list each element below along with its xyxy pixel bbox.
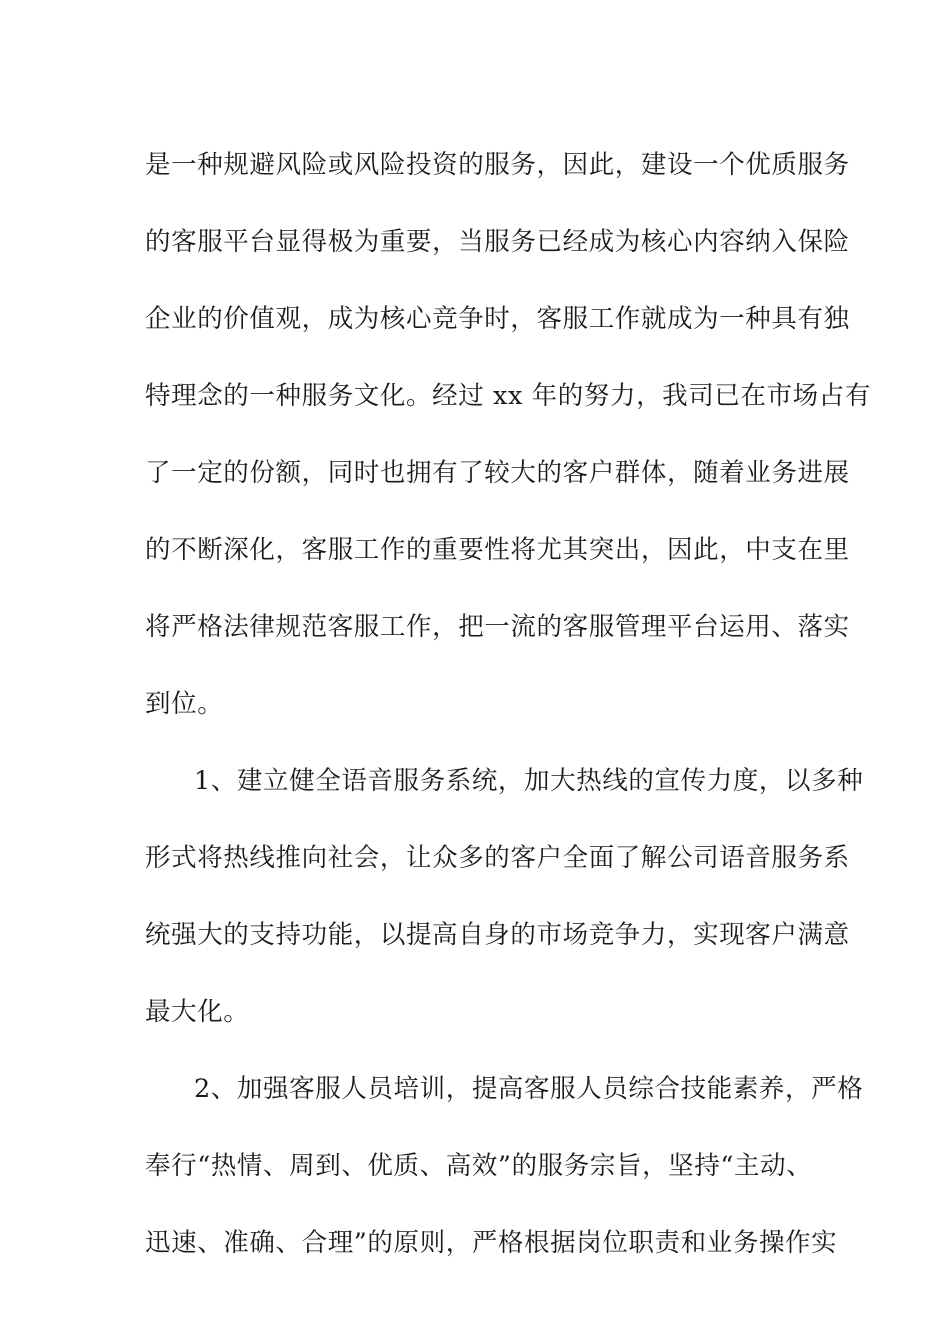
- text-line: 特理念的一种服务文化。经过 xx 年的努力，我司已在市场占有: [145, 381, 871, 411]
- text-line: 了一定的份额，同时也拥有了较大的客户群体，随着业务进展: [145, 458, 850, 488]
- text-line: 迅速、准确、合理”的原则，严格根据岗位职责和业务操作实: [145, 1228, 838, 1258]
- text-line: 到位。: [145, 689, 224, 719]
- text-line-first-indented: 2、加强客服人员培训，提高客服人员综合技能素养，严格: [194, 1074, 864, 1104]
- text-line: 的客服平台显得极为重要，当服务已经成为核心内容纳入保险: [145, 227, 850, 257]
- text-line: 将严格法律规范客服工作，把一流的客服管理平台运用、落实: [145, 612, 850, 642]
- text-line: 的不断深化，客服工作的重要性将尤其突出，因此，中支在里: [145, 535, 850, 565]
- paragraph-2: [145, 743, 864, 1051]
- text-line: 奉行“热情、周到、优质、高效”的服务宗旨，坚持“主动、: [145, 1151, 813, 1181]
- paragraph-3: [145, 1051, 864, 1282]
- paragraph-1: [145, 127, 871, 743]
- text-line: 统强大的支持功能，以提高自身的市场竞争力，实现客户满意: [145, 920, 850, 950]
- text-line-first-indented: 1、建立健全语音服务系统，加大热线的宣传力度，以多种: [194, 766, 864, 796]
- text-line: 形式将热线推向社会，让众多的客户全面了解公司语音服务系: [145, 843, 850, 873]
- text-line: 是一种规避风险或风险投资的服务，因此，建设一个优质服务: [145, 150, 850, 180]
- text-line: 最大化。: [145, 997, 250, 1027]
- document-body: [145, 127, 871, 1282]
- text-line: 企业的价值观，成为核心竞争时，客服工作就成为一种具有独: [145, 304, 850, 334]
